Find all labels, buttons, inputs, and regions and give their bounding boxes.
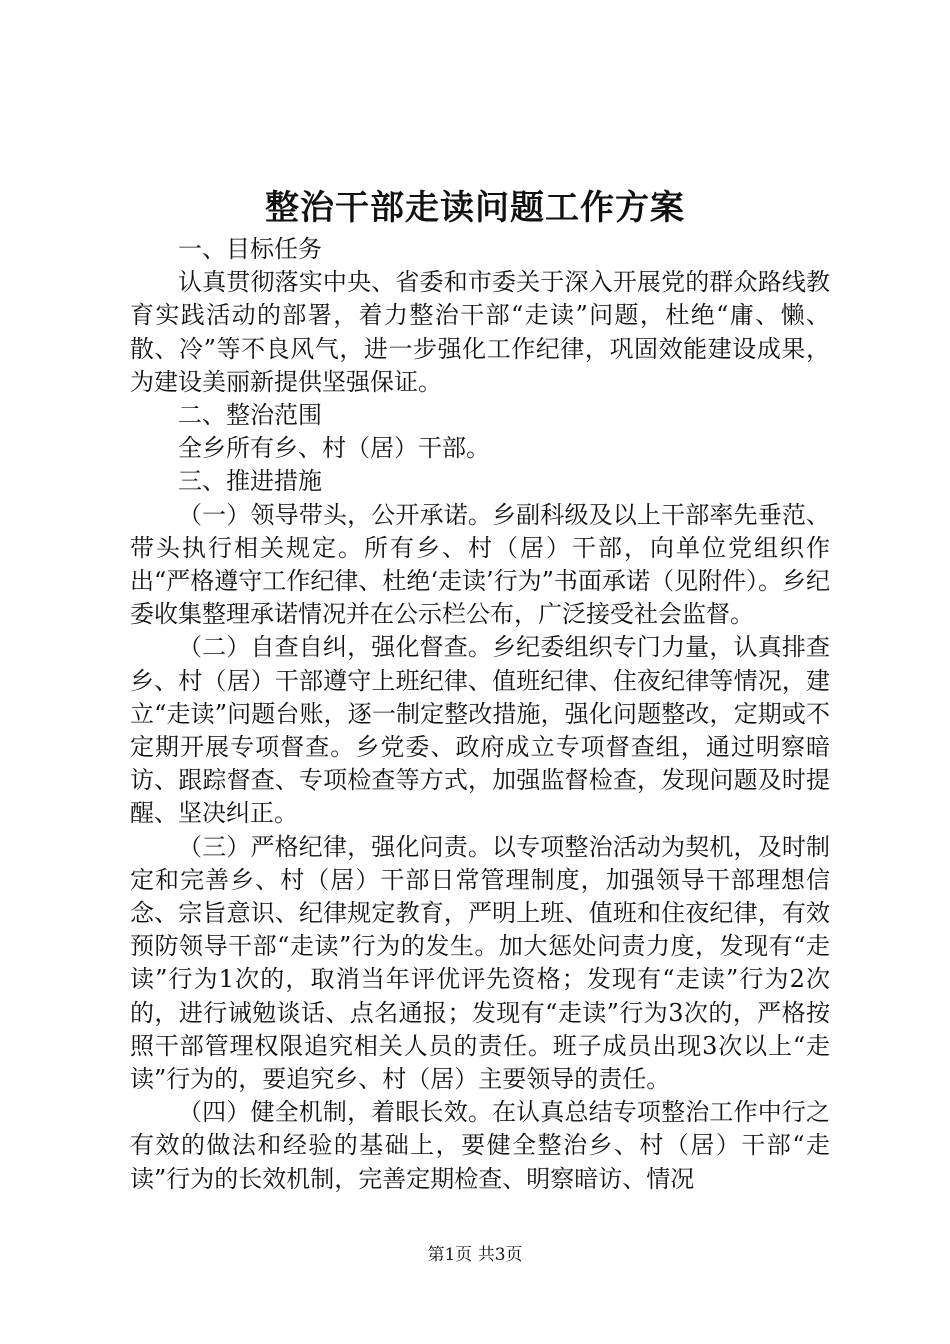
- paragraph-measure-3: （三）严格纪律，强化问责。以专项整治活动为契机，及时制定和完善乡、村（居）干部日常管理制度，加强领导干部理想信念、宗旨意识、纪律规定教育，严明上班、值班和住夜纪律，有效预防领导干部“走读”行为的发生。加大惩处问责力度，发现有“走读”行为1次的，取消当年评优评先资格；发现有“走读”行为2次的，进行诫勉谈话、点名通报；发现有“走读”行为3次的，严格按照干部管理权限追究相关人员的责任。班子成员出现3次以上“走读”行为的，要追究乡、村（居）主要领导的责任。: [130, 832, 830, 1094]
- section-heading-measures: 三、推进措施: [178, 467, 322, 496]
- paragraph-measure-4: （四）健全机制，着眼长效。在认真总结专项整治工作中行之有效的做法和经验的基础上，要健全整治乡、村（居）干部“走读”行为的长效机制，完善定期检查、明察暗访、情况: [130, 1098, 830, 1193]
- paragraph-measure-1: （一）领导带头，公开承诺。乡副科级及以上干部率先垂范、带头执行相关规定。所有乡、村（居）干部，向单位党组织作出“严格遵守工作纪律、杜绝‘走读’行为”书面承诺（见附件）。乡纪委收集整理承诺情况并在公示栏公布，广泛接受社会监督。: [130, 500, 830, 629]
- document-body: [130, 233, 830, 1196]
- section-heading-scope: 二、整治范围: [178, 401, 322, 430]
- paragraph-goals: 认真贯彻落实中央、省委和市委关于深入开展党的群众路线教育实践活动的部署，着力整治干部“走读”问题，杜绝“庸、懒、散、冷”等不良风气，进一步强化工作纪律，巩固效能建设成果，为建设美丽新提供坚强保证。: [130, 268, 830, 396]
- paragraph-scope: 全乡所有乡、村（居）干部。: [178, 434, 490, 463]
- page-number-footer: 第1页 共3页: [427, 1245, 523, 1265]
- paragraph-measure-2: （二）自查自纠，强化督查。乡纪委组织专门力量，认真排查乡、村（居）干部遵守上班纪律、值班纪律、住夜纪律等情况，建立“走读”问题台账，逐一制定整改措施，强化问题整改，定期或不定期开展专项督查。乡党委、政府成立专项督查组，通过明察暗访、跟踪督查、专项检查等方式，加强监督检查，发现问题及时提醒、坚决纠正。: [130, 633, 830, 828]
- section-heading-goals: 一、目标任务: [178, 235, 322, 263]
- document-title: 整治干部走读问题工作方案: [265, 188, 685, 228]
